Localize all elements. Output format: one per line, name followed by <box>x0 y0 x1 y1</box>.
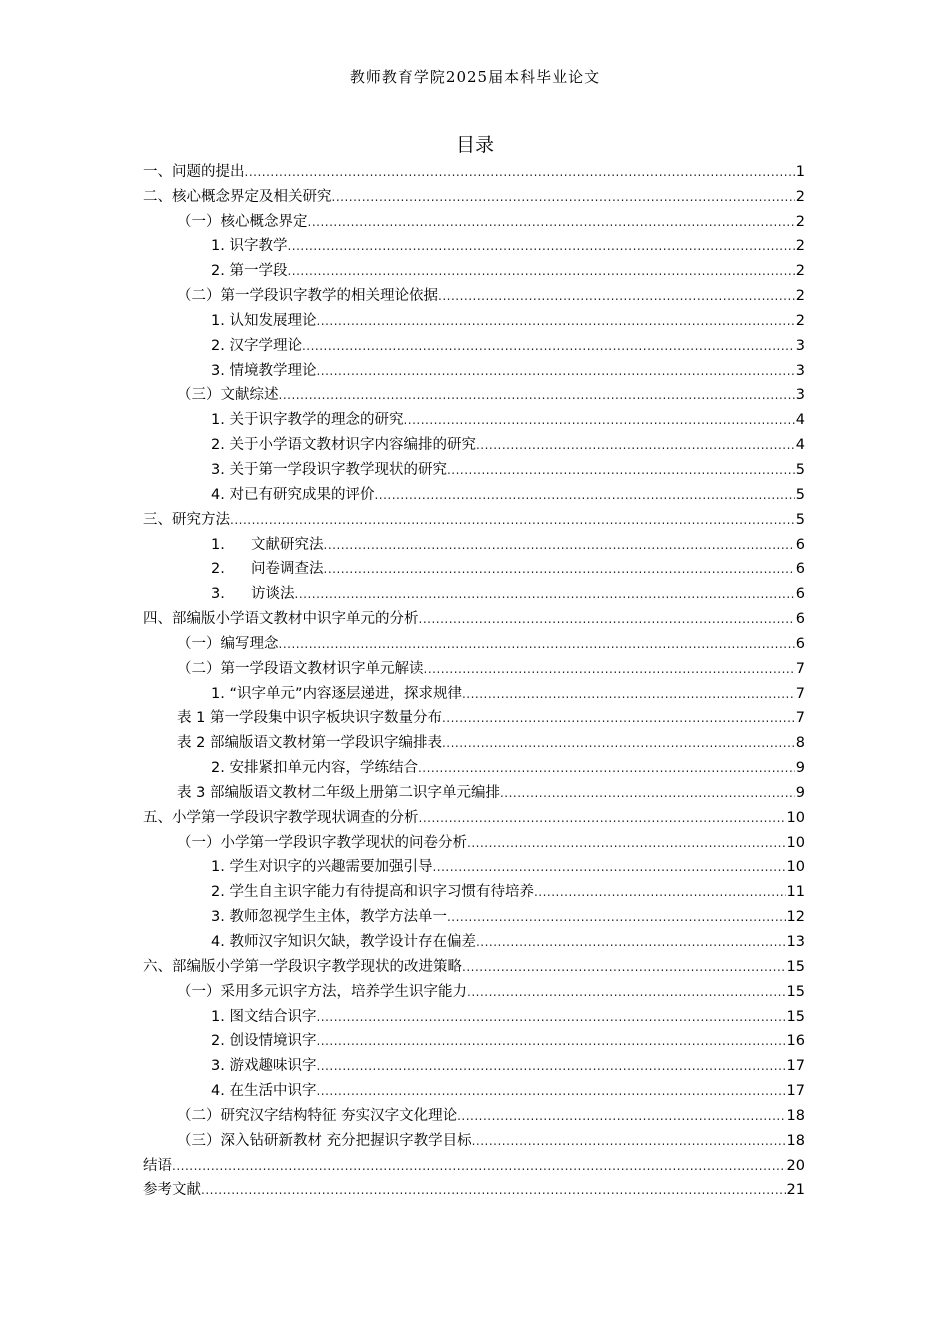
toc-entry[interactable] <box>143 902 805 927</box>
toc-entry[interactable] <box>143 232 805 257</box>
toc-page-number: 10 <box>786 834 805 851</box>
toc-leader-dots <box>201 1182 786 1200</box>
toc-entry[interactable] <box>143 1076 805 1101</box>
toc-entry-label: 一、问题的提出 <box>143 163 245 180</box>
toc-leader-dots <box>442 710 795 728</box>
toc-leader-dots <box>442 735 795 753</box>
toc-leader-dots <box>472 1133 786 1151</box>
toc-page-number: 11 <box>786 884 805 901</box>
toc-entry-label <box>211 559 324 579</box>
toc-entry[interactable] <box>143 1027 805 1052</box>
toc-page-number: 6 <box>795 635 805 652</box>
toc-entry-label: （二）第一学段识字教学的相关理论依据 <box>177 288 438 305</box>
toc-entry[interactable] <box>143 331 805 356</box>
toc-page-number: 15 <box>786 958 805 975</box>
toc-entry-label: （一）编写理念 <box>177 635 279 652</box>
toc-page-number: 9 <box>795 784 805 801</box>
toc-entry[interactable] <box>143 877 805 902</box>
toc-leader-dots <box>447 909 786 927</box>
toc-entry-label: 4. 教师汉字知识欠缺，教学设计存在偏差 <box>211 934 476 950</box>
toc-page-number: 10 <box>786 809 805 826</box>
toc-entry[interactable] <box>143 356 805 381</box>
toc-page-number: 3 <box>795 337 805 354</box>
toc-page-number: 15 <box>786 983 805 1000</box>
toc-entry[interactable] <box>143 753 805 778</box>
toc-entry[interactable] <box>143 207 805 232</box>
toc-entry[interactable] <box>143 704 805 729</box>
toc-leader-dots <box>332 189 795 207</box>
toc-entry[interactable] <box>143 1101 805 1126</box>
toc-page-number: 16 <box>786 1033 805 1050</box>
toc-leader-dots <box>462 686 795 704</box>
toc-leader-dots <box>476 934 786 952</box>
toc-entry[interactable] <box>143 405 805 430</box>
toc-entry[interactable] <box>143 505 805 530</box>
toc-page-number: 7 <box>795 685 805 702</box>
toc-page-number: 3 <box>795 362 805 379</box>
toc-page-number: 2 <box>795 312 805 329</box>
toc-entry[interactable] <box>143 952 805 977</box>
toc-leader-dots <box>279 387 795 405</box>
toc-leader-dots <box>424 661 795 679</box>
toc-entry-label: （三）文献综述 <box>177 387 279 404</box>
toc-entry-label: 1. 认知发展理论 <box>211 312 317 329</box>
toc-entry-label: 3. 教师忽视学生主体，教学方法单一 <box>211 909 447 926</box>
toc-leader-dots <box>230 512 795 530</box>
toc-leader-dots <box>467 835 786 853</box>
toc-page-number: 21 <box>786 1182 805 1199</box>
toc-entry-label: 2. 汉字学理论 <box>211 337 302 354</box>
toc-leader-dots <box>419 611 795 629</box>
toc-entry-label <box>211 584 295 604</box>
toc-page-number: 18 <box>786 1107 805 1124</box>
toc-leader-dots <box>467 984 786 1002</box>
toc-entry-number: 1. <box>211 536 225 553</box>
toc-page-number: 17 <box>786 1083 805 1100</box>
toc-entry[interactable] <box>143 1151 805 1176</box>
toc-page-number: 17 <box>786 1058 805 1075</box>
toc-leader-dots <box>457 1108 785 1126</box>
toc-entry[interactable] <box>143 381 805 406</box>
toc-entry-label: 4. 在生活中识字 <box>211 1083 317 1100</box>
toc-entry-label: 六、部编版小学第一学段识字教学现状的改进策略 <box>143 958 462 975</box>
toc-entry-label: （三）深入钻研新教材 充分把握识字教学目标 <box>177 1132 472 1149</box>
toc-leader-dots <box>316 313 794 331</box>
toc-entry-text: 文献研究法 <box>251 536 324 553</box>
toc-leader-dots <box>419 810 786 828</box>
toc-leader-dots <box>295 586 795 604</box>
toc-entry-label: 参考文献 <box>143 1182 201 1199</box>
toc-page-number: 5 <box>795 461 805 478</box>
toc-page-number: 15 <box>786 1008 805 1025</box>
toc-page-number: 4 <box>795 412 805 429</box>
toc-leader-dots <box>316 1009 785 1027</box>
toc-entry[interactable] <box>143 977 805 1002</box>
toc-entry-label: （二）研究汉字结构特征 夯实汉字文化理论 <box>177 1107 458 1124</box>
toc-entry-label: （一）采用多元识字方法，培养学生识字能力 <box>177 983 467 1000</box>
toc-entry-label: 1. “识字单元”内容逐层递进，探求规律 <box>211 685 462 702</box>
toc-entry-label: 2. 第一学段 <box>211 263 288 280</box>
toc-entry[interactable] <box>143 853 805 878</box>
toc-entry[interactable] <box>143 803 805 828</box>
toc-entry-label: 3. 关于第一学段识字教学现状的研究 <box>211 461 447 478</box>
toc-page-number: 6 <box>795 611 805 628</box>
toc-entry-label: （一）小学第一学段识字教学现状的问卷分析 <box>177 834 467 851</box>
toc-entry[interactable] <box>143 430 805 455</box>
toc-page-number: 1 <box>795 163 805 180</box>
toc-page-number: 7 <box>795 710 805 727</box>
toc-page-number: 9 <box>795 760 805 777</box>
toc-entry-label: 表 3 部编版语文教材二年级上册第二识字单元编排 <box>177 784 500 801</box>
toc-entry[interactable] <box>143 281 805 306</box>
toc-entry-label: 3. 情境教学理论 <box>211 362 317 379</box>
toc-page-number: 13 <box>786 934 805 950</box>
toc-entry-label: 1. 学生对识字的兴趣需要加强引导 <box>211 859 433 876</box>
toc-leader-dots <box>316 1033 785 1051</box>
toc-page-number: 18 <box>786 1132 805 1149</box>
toc-leader-dots <box>287 263 794 281</box>
toc-entry-label: 五、小学第一学段识字教学现状调查的分析 <box>143 809 419 826</box>
toc-entry[interactable] <box>143 306 805 331</box>
toc-leader-dots <box>403 412 794 430</box>
toc-entry-label: 2. 创设情境识字 <box>211 1033 317 1050</box>
toc-page-number: 2 <box>795 238 805 255</box>
toc-page-number: 2 <box>795 263 805 280</box>
toc-page-number: 5 <box>795 511 805 528</box>
toc-entry-label: 二、核心概念界定及相关研究 <box>143 188 332 205</box>
toc-page-number: 2 <box>795 288 805 305</box>
toc-entry[interactable] <box>143 1126 805 1151</box>
toc-entry-text: 访谈法 <box>251 586 295 603</box>
toc-leader-dots <box>172 1158 786 1176</box>
toc-entry[interactable] <box>143 778 805 803</box>
toc-page-number: 7 <box>795 660 805 677</box>
toc-entry-label: 2. 关于小学语文教材识字内容编排的研究 <box>211 437 476 454</box>
toc-entry-label: 1. 关于识字教学的理念的研究 <box>211 412 404 429</box>
toc-page-number: 6 <box>795 536 805 553</box>
toc-page-number: 10 <box>786 859 805 876</box>
table-of-contents <box>143 157 805 1200</box>
toc-entry[interactable] <box>143 256 805 281</box>
toc-leader-dots <box>302 338 795 356</box>
toc-entry-number: 3. <box>211 586 225 603</box>
toc-leader-dots <box>534 884 786 902</box>
toc-entry-label: 1. 图文结合识字 <box>211 1008 317 1025</box>
toc-leader-dots <box>279 636 795 654</box>
toc-entry-label: 结语 <box>143 1157 172 1174</box>
toc-entry[interactable] <box>143 555 805 580</box>
toc-entry-label: 2. 学生自主识字能力有待提高和识字习惯有待培养 <box>211 884 534 901</box>
toc-entry-label: 四、部编版小学语文教材中识字单元的分析 <box>143 611 419 628</box>
toc-entry-number: 2. <box>211 561 225 578</box>
toc-leader-dots <box>500 785 795 803</box>
toc-leader-dots <box>438 288 795 306</box>
toc-entry-label: 三、研究方法 <box>143 511 230 528</box>
toc-page-number: 12 <box>786 909 805 926</box>
toc-entry[interactable] <box>143 728 805 753</box>
toc-title: 目录 <box>455 134 494 156</box>
toc-entry[interactable] <box>143 1176 805 1201</box>
toc-entry[interactable] <box>143 480 805 505</box>
toc-entry-text: 问卷调查法 <box>251 561 324 578</box>
toc-leader-dots <box>308 214 795 232</box>
toc-entry-label: （一）核心概念界定 <box>177 213 308 230</box>
toc-leader-dots <box>447 462 795 480</box>
toc-page-number: 8 <box>795 735 805 752</box>
toc-entry-label <box>211 535 324 555</box>
toc-entry[interactable] <box>143 927 805 952</box>
toc-entry[interactable] <box>143 530 805 555</box>
toc-entry-label: 3. 游戏趣味识字 <box>211 1058 317 1075</box>
toc-leader-dots <box>432 859 785 877</box>
toc-page-number: 2 <box>795 188 805 205</box>
toc-leader-dots <box>316 1058 785 1076</box>
toc-page-number: 5 <box>795 486 805 503</box>
toc-entry[interactable] <box>143 1002 805 1027</box>
toc-page-number: 2 <box>795 213 805 230</box>
toc-leader-dots <box>324 561 795 579</box>
toc-entry[interactable] <box>143 1051 805 1076</box>
toc-leader-dots <box>245 164 795 182</box>
toc-leader-dots <box>316 1083 785 1101</box>
toc-entry[interactable] <box>143 579 805 604</box>
toc-page-number: 4 <box>795 437 805 454</box>
toc-entry-label: （二）第一学段语文教材识字单元解读 <box>177 660 424 677</box>
toc-entry-label: 表 1 第一学段集中识字板块识字数量分布 <box>177 710 442 727</box>
running-header: 教师教育学院2025届本科毕业论文 <box>349 68 601 86</box>
toc-page-number: 20 <box>786 1157 805 1174</box>
toc-entry[interactable] <box>143 629 805 654</box>
toc-entry-label: 1. 识字教学 <box>211 238 288 255</box>
toc-leader-dots <box>316 363 794 381</box>
toc-page-number: 6 <box>795 586 805 603</box>
toc-entry[interactable] <box>143 182 805 207</box>
toc-entry[interactable] <box>143 654 805 679</box>
toc-leader-dots <box>462 959 786 977</box>
toc-entry[interactable] <box>143 455 805 480</box>
toc-leader-dots <box>324 537 795 555</box>
toc-entry-label: 表 2 部编版语文教材第一学段识字编排表 <box>177 735 442 752</box>
toc-leader-dots <box>476 437 795 455</box>
toc-entry-label: 4. 对已有研究成果的评价 <box>211 486 375 503</box>
toc-entry[interactable] <box>143 828 805 853</box>
toc-entry[interactable] <box>143 157 805 182</box>
toc-entry-label: 2. 安排紧扣单元内容，学练结合 <box>211 760 418 777</box>
toc-entry[interactable] <box>143 604 805 629</box>
toc-leader-dots <box>374 487 794 505</box>
toc-page-number: 3 <box>795 387 805 404</box>
toc-leader-dots <box>287 238 794 256</box>
toc-entry[interactable] <box>143 679 805 704</box>
toc-page-number: 6 <box>795 561 805 578</box>
toc-leader-dots <box>418 760 795 778</box>
